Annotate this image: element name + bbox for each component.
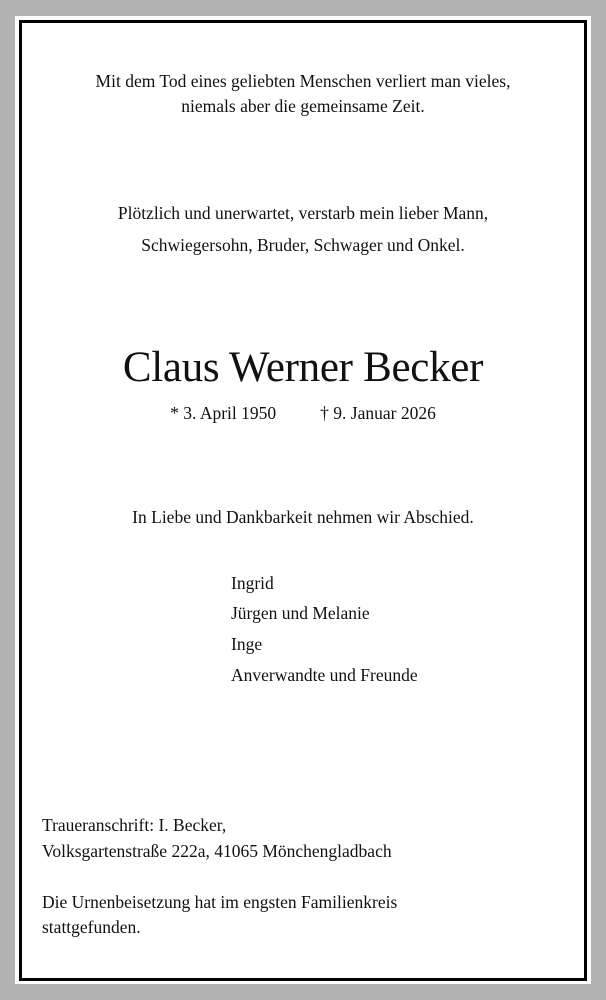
mourner: Jürgen und Melanie: [231, 603, 370, 623]
mourner: Anverwandte und Freunde: [231, 665, 418, 685]
quote-line-1: Mit dem Tod eines geliebten Menschen verliert man vieles,: [95, 71, 511, 91]
announcement-line-2: Schwiegersohn, Bruder, Schwager und Onkel.: [141, 235, 465, 255]
address-line-2: Volksgartenstraße 222a, 41065 Mönchengladbach: [42, 841, 392, 861]
notice-line-2: stattgefunden.: [42, 917, 141, 937]
mourner: Inge: [231, 634, 263, 654]
obituary-content: [22, 23, 584, 978]
notice-line-1: Die Urnenbeisetzung hat im engsten Familienkreis: [42, 892, 398, 912]
death-date: † 9. Januar 2026: [320, 403, 436, 423]
birth-date: * 3. April 1950: [170, 403, 277, 423]
life-dates: [22, 403, 584, 424]
mourner: Ingrid: [231, 573, 274, 593]
address-line-1: Traueranschrift: I. Becker,: [42, 815, 227, 835]
quote-line-2: niemals aber die gemeinsame Zeit.: [181, 96, 425, 116]
deceased-name: Claus Werner Becker: [122, 344, 484, 391]
farewell-text: In Liebe und Dankbarkeit nehmen wir Abschied.: [132, 507, 474, 527]
announcement-line-1: Plötzlich und unerwartet, verstarb mein lieber Mann,: [117, 203, 489, 223]
